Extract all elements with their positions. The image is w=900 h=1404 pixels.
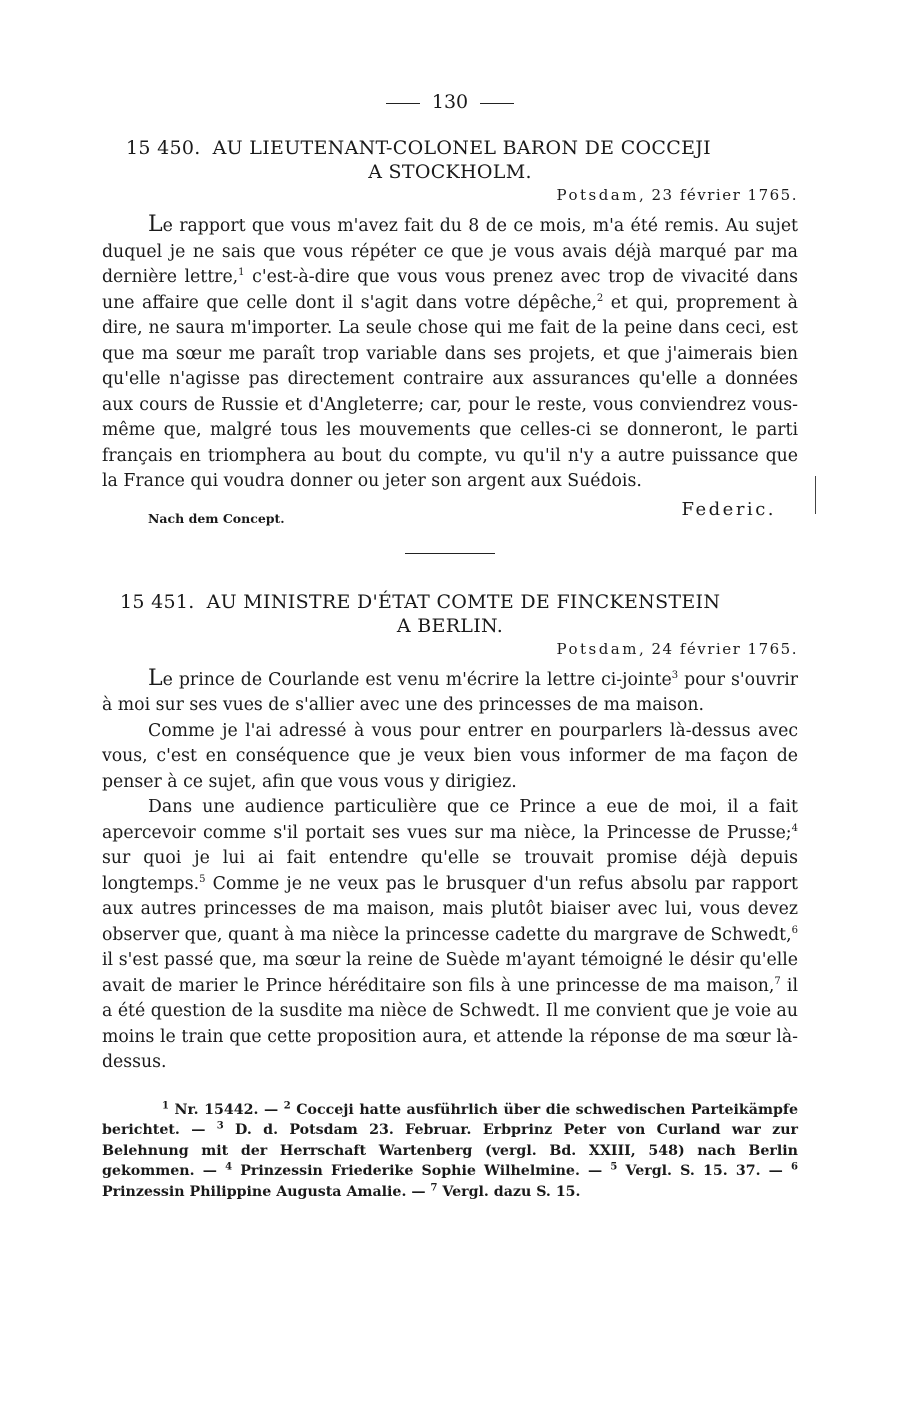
- footnote-mark-2: 2: [283, 1099, 291, 1111]
- footnote-mark-5: 5: [610, 1161, 618, 1173]
- letter2-paragraph-2: Comme je l'ai adressé à vous pour entrer en pourparlers là-dessus avec vous, c'est en conséquence que je veux bien vous informer de ma façon de penser à ce sujet, afin que vous vous y dirigiez.: [102, 720, 798, 792]
- letter1-title-line2: A STOCKHOLM.: [368, 161, 532, 183]
- footnote-ref-6: 6: [791, 924, 798, 936]
- footnote-ref-3: 3: [671, 669, 679, 681]
- footnote-ref-7: 7: [774, 975, 781, 987]
- letter1-source-note: Nach dem Concept.: [148, 510, 285, 526]
- letter1-heading: [102, 136, 798, 184]
- letter2-p1-text-a: e prince de Courlande est venu m'écrire la lettre ci-jointe: [162, 669, 672, 690]
- footnote-mark-6: 6: [791, 1161, 798, 1173]
- letter1-number: 15 450.: [126, 137, 201, 159]
- letter2-body: [102, 666, 798, 1076]
- footnote-mark-7: 7: [430, 1181, 438, 1193]
- letter2-paragraph-3: [102, 795, 798, 1076]
- letter1-initial: L: [148, 212, 163, 237]
- footnote-text-6: Prinzessin Philippine Augusta Amalie. —: [102, 1183, 431, 1200]
- footnote-ref-2: 2: [596, 292, 604, 304]
- letter2-date: , 24 février 1765.: [638, 639, 798, 658]
- footnote-text-2: Cocceji hatte ausführlich über die schwedischen Parteikämpfe berichtet. —: [102, 1101, 799, 1138]
- letter2-p3-text-e: il a été question de la susdite ma nièce de Schwedt. Il me convient que je voie au moins le train que cette proposition aura, et attende la réponse de ma sœur là-dessus.: [102, 975, 798, 1072]
- letter1-title-line1: AU LIEUTENANT-COLONEL BARON DE COCCEJI: [212, 137, 711, 159]
- letter2-p3-text-d: il s'est passé que, ma sœur la reine de Suède m'ayant témoigné le désir qu'elle avait de marier le Prince héréditaire son fils à une princesse de ma maison,: [102, 950, 798, 996]
- letter2-dateline: [102, 638, 798, 660]
- footnote-mark-1: 1: [162, 1099, 169, 1111]
- footnote-ref-5: 5: [199, 873, 206, 885]
- page-number-dash-left: [386, 103, 420, 104]
- page-number-dash-right: [480, 103, 514, 104]
- footnote-text-7: Vergl. dazu S. 15.: [437, 1183, 581, 1200]
- footnote-mark-4: 4: [225, 1161, 233, 1173]
- footnote-text-3: D. d. Potsdam 23. Februar. Erbprinz Peter von Curland war zur Belehnung mit der Herrschaft Wartenberg (vergl. Bd. XXIII, 548) nach Berlin gekommen. —: [102, 1122, 798, 1179]
- letter2-p3-text-b: sur quoi je lui ai fait entendre qu'elle se trouvait promise déjà depuis longtemps.: [102, 848, 798, 894]
- footnote-ref-1: 1: [238, 267, 245, 279]
- footnote-text-1: Nr. 15442. —: [168, 1101, 284, 1118]
- letter1-dateline: [102, 184, 798, 206]
- letter1-signature-row: [102, 499, 798, 531]
- letter2-p1-text-b: pour s'ouvrir à moi sur ses vues de s'allier avec une des princesses de ma maison.: [102, 669, 799, 715]
- letter2-title-line2: A BERLIN.: [396, 614, 504, 637]
- letter1-body: [102, 212, 798, 495]
- footnote-ref-4: 4: [791, 822, 798, 834]
- footnote-block: [102, 1100, 798, 1203]
- letter2-title-line1: AU MINISTRE D'ÉTAT COMTE DE FINCKENSTEIN: [206, 590, 721, 613]
- footnote-mark-3: 3: [216, 1120, 224, 1132]
- letter1-paragraph: [102, 212, 798, 495]
- letter2-p3-text-a: Dans une audience particulière que ce Prince a eue de moi, il a fait apercevoir comme s'il portait ses vues sur ma nièce, la Princesse de Prusse;: [102, 797, 798, 843]
- letter1-date: , 23 février 1765.: [638, 186, 798, 204]
- footnote-text-4: Prinzessin Friederike Sophie Wilhelmine. —: [232, 1163, 611, 1179]
- footnote-text-5: Vergl. S. 15. 37. —: [617, 1163, 792, 1179]
- letter2-heading: [102, 590, 798, 638]
- letter1-text-c: et qui, proprement à dire, ne saura m'importer. La seule chose qui me fait de la peine dans ceci, est que ma sœur me paraît trop variable dans ses projets, et que j'aimerais bien qu'elle n'agisse pas directement contraire aux assurances qu'elle a données aux cours de Russie et d'Angleterre; car, pour le reste, vous conviendrez vous-même que, malgré tous les mouvements que celles-ci se donneront, le parti français en triomphera au bout du compte, vu qu'il n'y a autre puissance que la France qui voudra donner ou jeter son argent aux Suédois.: [102, 292, 798, 491]
- page-number: 130: [431, 91, 469, 113]
- page-number-row: [102, 88, 798, 116]
- letter1-text-a: e rapport que vous m'avez fait du 8 de ce mois, m'a été remis. Au sujet duquel je ne sais que vous répéter ce que je vous avais déjà marqué par ma dernière lettre,: [102, 216, 798, 287]
- document-page: [102, 88, 798, 1202]
- letter1-text-b: c'est-à-dire que vous vous prenez avec trop de vivacité dans une affaire que celle dont il s'agit dans votre dépêche,: [102, 267, 798, 313]
- section-divider: [405, 553, 495, 554]
- letter1-signature: Federic.: [681, 498, 776, 520]
- letter2-p3-text-c: Comme je ne veux pas le brusquer d'un refus absolu par rapport aux autres princesses de ma maison, mais plutôt biaiser avec lui, vous devez observer que, quant à ma nièce la princesse cadette du margrave de Schwedt,: [102, 873, 798, 945]
- footnotes: [102, 1100, 798, 1203]
- letter2-place: Potsdam: [556, 639, 639, 658]
- letter2-initial: L: [148, 665, 163, 691]
- margin-bar: [815, 476, 816, 514]
- letter2-number: 15 451.: [120, 590, 195, 613]
- letter1-place: Potsdam: [556, 186, 639, 204]
- letter2-paragraph-1: [102, 666, 798, 719]
